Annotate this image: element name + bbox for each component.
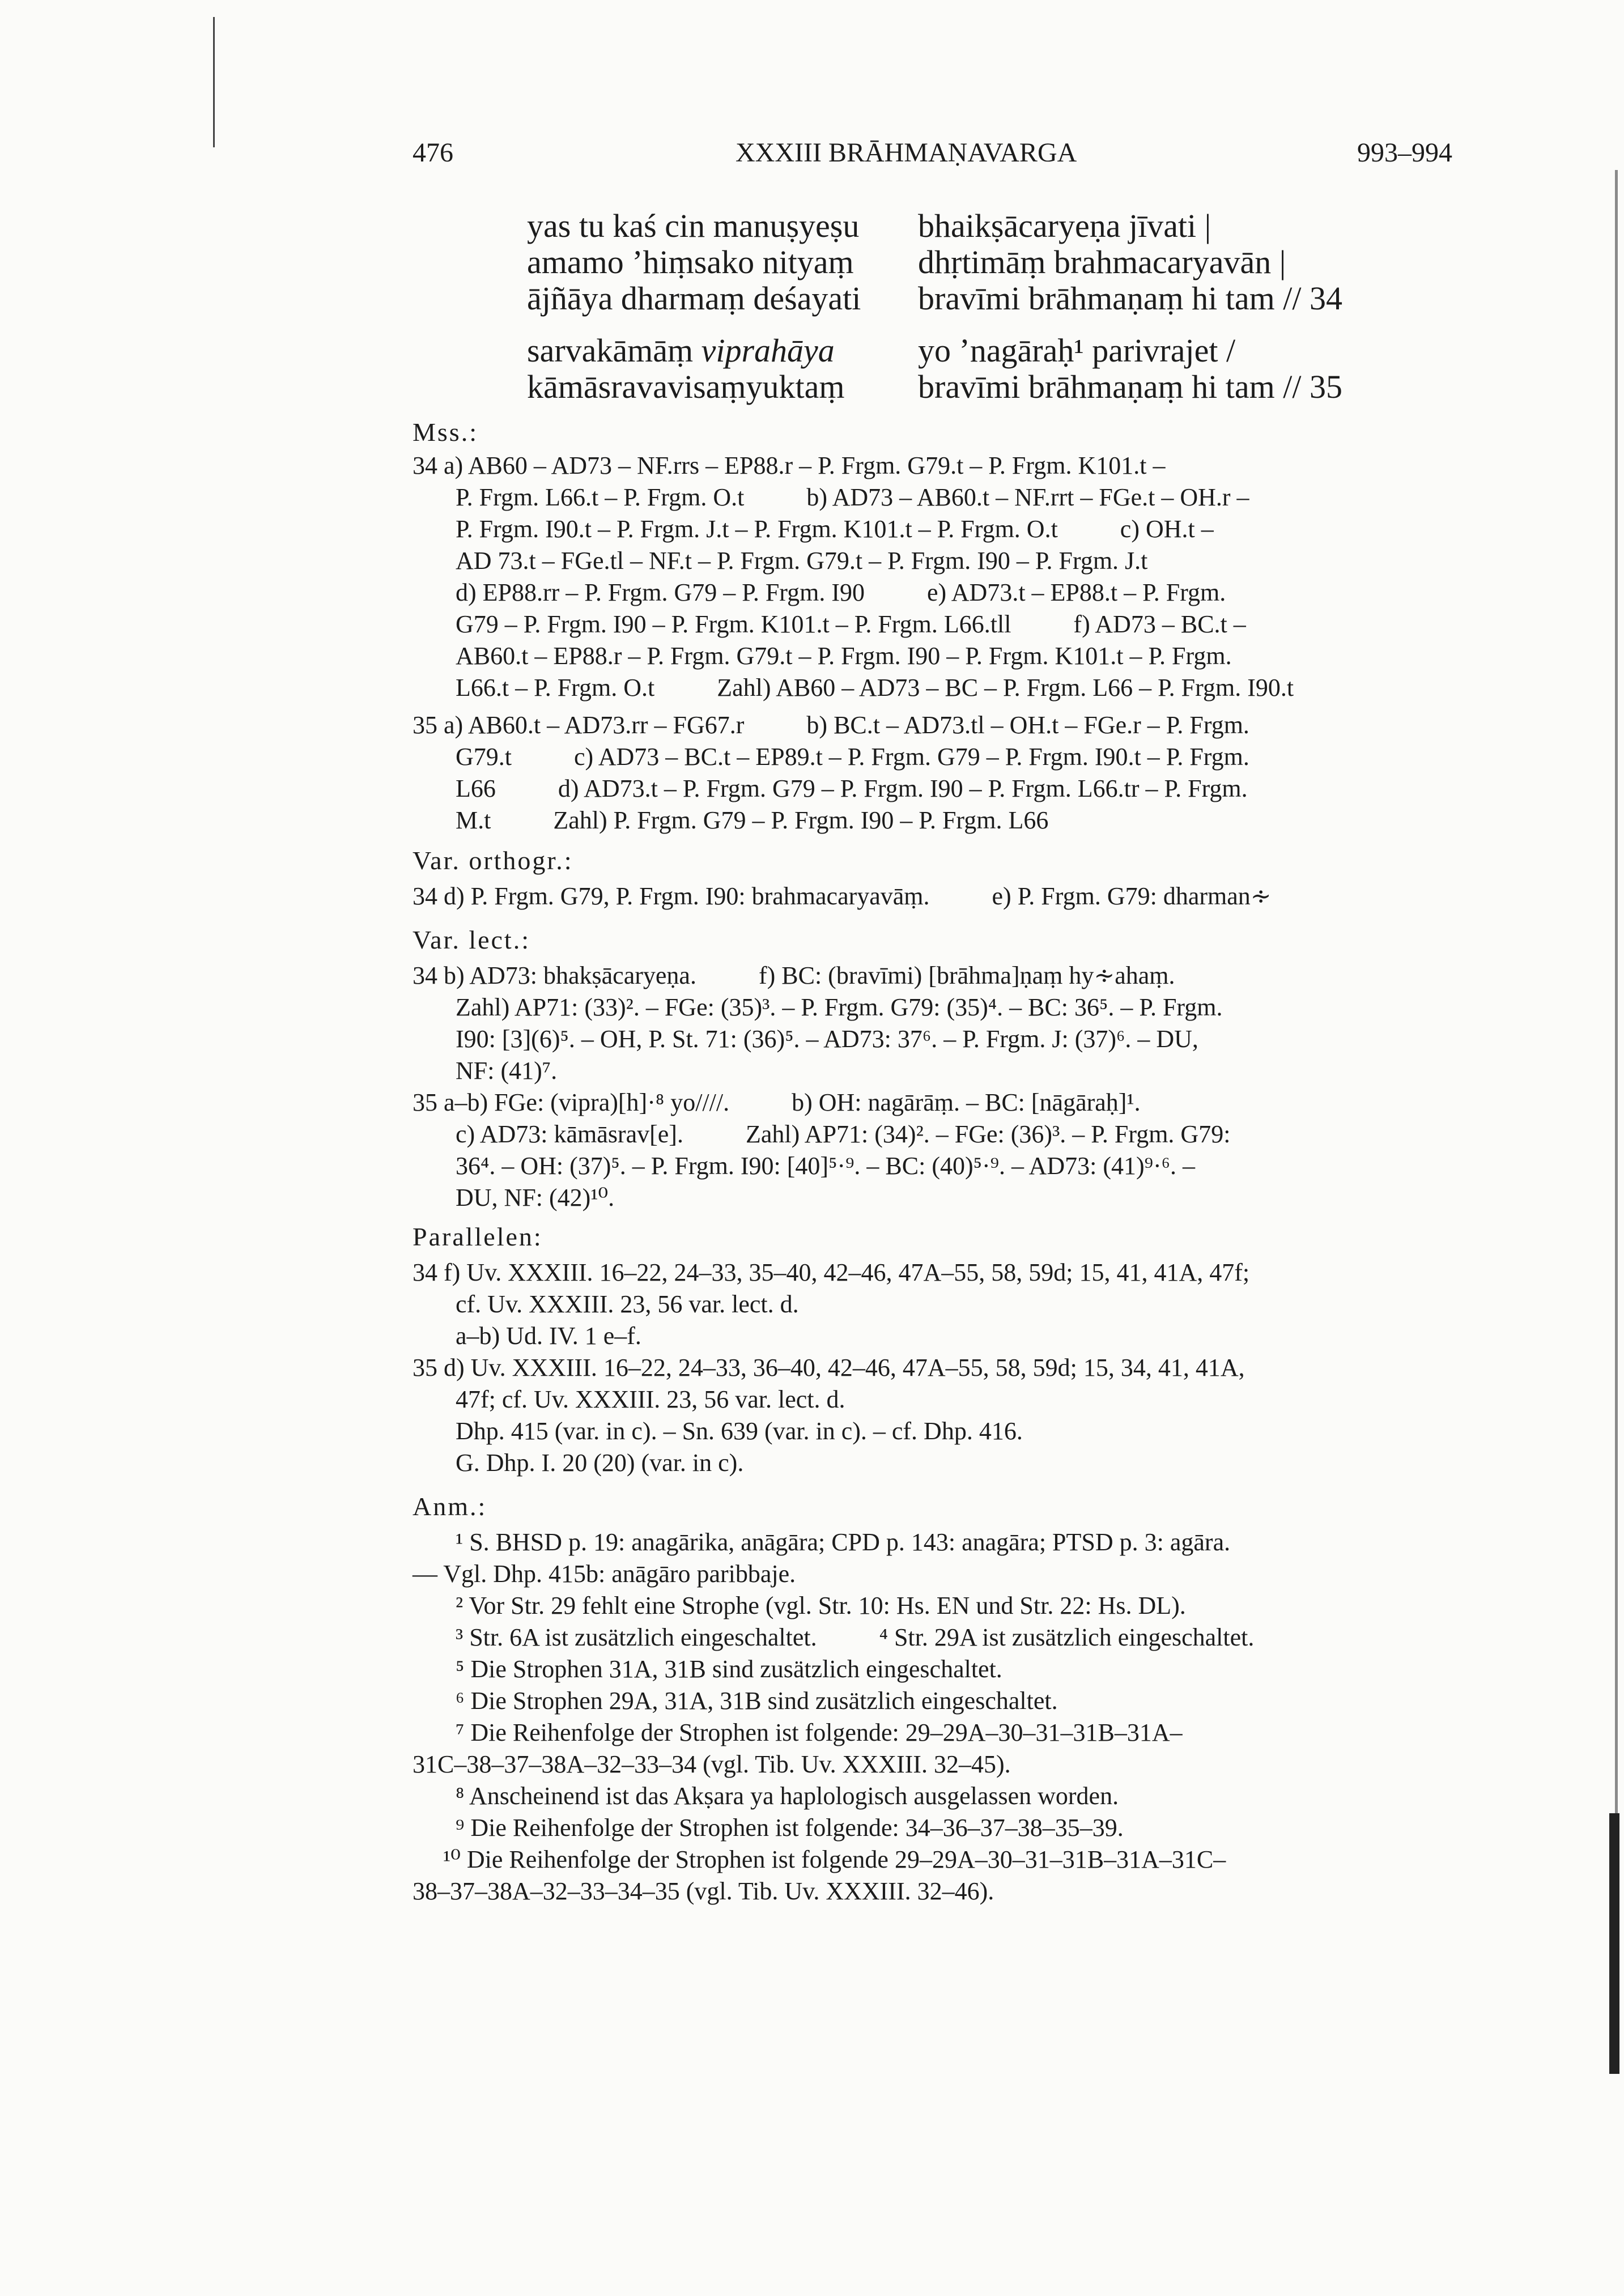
section-heading-var-orthogr: Var. orthogr.: [413,846,573,875]
footnote-line: ⁷ Die Reihenfolge der Strophen ist folgende: 29–29A–30–31–31B–31A– [456,1719,1183,1746]
parallel-line: G. Dhp. I. 20 (20) (var. in c). [456,1449,744,1477]
verse-line-right: bhaikṣācaryeṇa jīvati | [918,207,1211,244]
apparatus-line: 34 d) P. Frgm. G79, P. Frgm. I90: brahmacaryavāṃ. e) P. Frgm. G79: dharman∻ [413,882,1272,910]
verse-line-left: sarvakāmāṃ viprahāya [527,332,835,369]
apparatus-line: 35 a) AB60.t – AD73.rr – FG67.r b) BC.t – AD73.tl – OH.t – FGe.r – P. Frgm. [413,711,1249,739]
apparatus-line: d) EP88.rr – P. Frgm. G79 – P. Frgm. I90 e) AD73.t – EP88.t – P. Frgm. [456,579,1226,606]
parallel-line: 47f; cf. Uv. XXXIII. 23, 56 var. lect. d. [456,1385,845,1413]
footnote-line: ³ Str. 6A ist zusätzlich eingeschaltet. ⁴ Str. 29A ist zusätzlich eingeschaltet. [456,1623,1255,1651]
footnote-line: ⁵ Die Strophen 31A, 31B sind zusätzlich eingeschaltet. [456,1655,1002,1683]
section-heading-var-lect: Var. lect.: [413,925,530,954]
footnote-line: 31C–38–37–38A–32–33–34 (vgl. Tib. Uv. XXXIII. 32–45). [413,1750,1011,1778]
parallel-line: 35 d) Uv. XXXIII. 16–22, 24–33, 36–40, 42–46, 47A–55, 58, 59d; 15, 34, 41, 41A, [413,1354,1245,1381]
footnote-line: ² Vor Str. 29 fehlt eine Strophe (vgl. Str. 10: Hs. EN und Str. 22: Hs. DL). [456,1592,1186,1619]
verse-line-left: yas tu kaś cin manuṣyeṣu [527,207,860,244]
verse-line-left: kāmāsravavisaṃyuktaṃ [527,368,845,405]
apparatus-line: 34 b) AD73: bhakṣācaryeṇa. f) BC: (bravīmi) [brāhma]ṇaṃ hy∻ahaṃ. [413,962,1175,989]
section-heading-mss: Mss.: [413,418,478,447]
apparatus-line: 34 a) AB60 – AD73 – NF.rrs – EP88.r – P. Frgm. G79.t – P. Frgm. K101.t – [413,452,1166,479]
apparatus-line: AB60.t – EP88.r – P. Frgm. G79.t – P. Frgm. I90 – P. Frgm. K101.t – P. Frgm. [456,642,1232,670]
scan-edge-line-left [213,17,215,147]
verse-line-right: dhṛtimāṃ brahmacaryavān | [918,244,1286,280]
apparatus-line: 35 a–b) FGe: (vipra)[h]·⁸ yo////. b) OH: nagārāṃ. – BC: [nāgāraḥ]¹. [413,1089,1141,1116]
footnote-line: ⁹ Die Reihenfolge der Strophen ist folgende: 34–36–37–38–35–39. [456,1814,1124,1842]
footnote-line: — Vgl. Dhp. 415b: anāgāro paribbaje. [413,1560,796,1588]
scan-edge-shadow [1609,1813,1619,2074]
footnote-line: ¹⁰ Die Reihenfolge der Strophen ist folgende 29–29A–30–31–31B–31A–31C– [443,1846,1226,1873]
apparatus-line: P. Frgm. L66.t – P. Frgm. O.t b) AD73 – AB60.t – NF.rrt – FGe.t – OH.r – [456,483,1249,511]
verse-line-right: yo ’nagāraḥ¹ parivrajet / [918,332,1236,369]
apparatus-line: I90: [3](6)⁵. – OH, P. St. 71: (36)⁵. – AD73: 37⁶. – P. Frgm. J: (37)⁶. – DU, [456,1025,1198,1053]
parallel-line: cf. Uv. XXXIII. 23, 56 var. lect. d. [456,1290,799,1318]
footnote-line: ⁸ Anscheinend ist das Akṣara ya haplologisch ausgelassen worden. [456,1782,1119,1810]
apparatus-line: DU, NF: (42)¹⁰. [456,1184,615,1211]
apparatus-line: 36⁴. – OH: (37)⁵. – P. Frgm. I90: [40]⁵·⁹. – BC: (40)⁵·⁹. – AD73: (41)⁹·⁶. – [456,1152,1195,1180]
apparatus-line: c) AD73: kāmāsrav[e]. Zahl) AP71: (34)². – FGe: (36)³. – P. Frgm. G79: [456,1120,1231,1148]
apparatus-line: G79.t c) AD73 – BC.t – EP89.t – P. Frgm. G79 – P. Frgm. I90.t – P. Frgm. [456,743,1249,771]
footnote-line: 38–37–38A–32–33–34–35 (vgl. Tib. Uv. XXXIII. 32–46). [413,1877,994,1905]
page-number: 476 [413,138,453,168]
apparatus-line: L66 d) AD73.t – P. Frgm. G79 – P. Frgm. I90 – P. Frgm. L66.tr – P. Frgm. [456,775,1248,802]
scan-edge-line-right [1615,170,1618,2051]
chapter-title: XXXIII BRĀHMAṆAVARGA [736,138,1077,168]
parallel-line: 34 f) Uv. XXXIII. 16–22, 24–33, 35–40, 42–46, 47A–55, 58, 59d; 15, 41, 41A, 47f; [413,1258,1250,1286]
section-heading-parallelen: Parallelen: [413,1222,543,1251]
apparatus-line: G79 – P. Frgm. I90 – P. Frgm. K101.t – P. Frgm. L66.tll f) AD73 – BC.t – [456,610,1246,638]
verse-line-right: bravīmi brāhmaṇaṃ hi tam // 35 [918,368,1342,405]
apparatus-line: P. Frgm. I90.t – P. Frgm. J.t – P. Frgm. K101.t – P. Frgm. O.t c) OH.t – [456,515,1214,543]
apparatus-line: L66.t – P. Frgm. O.t Zahl) AB60 – AD73 – BC – P. Frgm. L66 – P. Frgm. I90.t [456,674,1294,701]
section-heading-anm: Anm.: [413,1492,487,1521]
footnote-line: ⁶ Die Strophen 29A, 31A, 31B sind zusätzlich eingeschaltet. [456,1687,1058,1715]
parallel-line: Dhp. 415 (var. in c). – Sn. 639 (var. in c). – cf. Dhp. 416. [456,1417,1023,1445]
apparatus-line: M.t Zahl) P. Frgm. G79 – P. Frgm. I90 – P. Frgm. L66 [456,806,1049,834]
apparatus-line: NF: (41)⁷. [456,1057,558,1085]
verse-line-left: ājñāya dharmaṃ deśayati [527,280,861,317]
apparatus-line: Zahl) AP71: (33)². – FGe: (35)³. – P. Frgm. G79: (35)⁴. – BC: 36⁵. – P. Frgm. [456,993,1223,1021]
verse-range: 993–994 [1357,138,1452,168]
footnote-line: ¹ S. BHSD p. 19: anagārika, anāgāra; CPD p. 143: anagāra; PTSD p. 3: agāra. [456,1528,1231,1556]
parallel-line: a–b) Ud. IV. 1 e–f. [456,1322,641,1350]
verse-line-left: amamo ’hiṃsako nityaṃ [527,244,854,280]
apparatus-line: AD 73.t – FGe.tl – NF.t – P. Frgm. G79.t – P. Frgm. I90 – P. Frgm. J.t [456,547,1148,575]
verse-line-right: bravīmi brāhmaṇaṃ hi tam // 34 [918,280,1342,317]
